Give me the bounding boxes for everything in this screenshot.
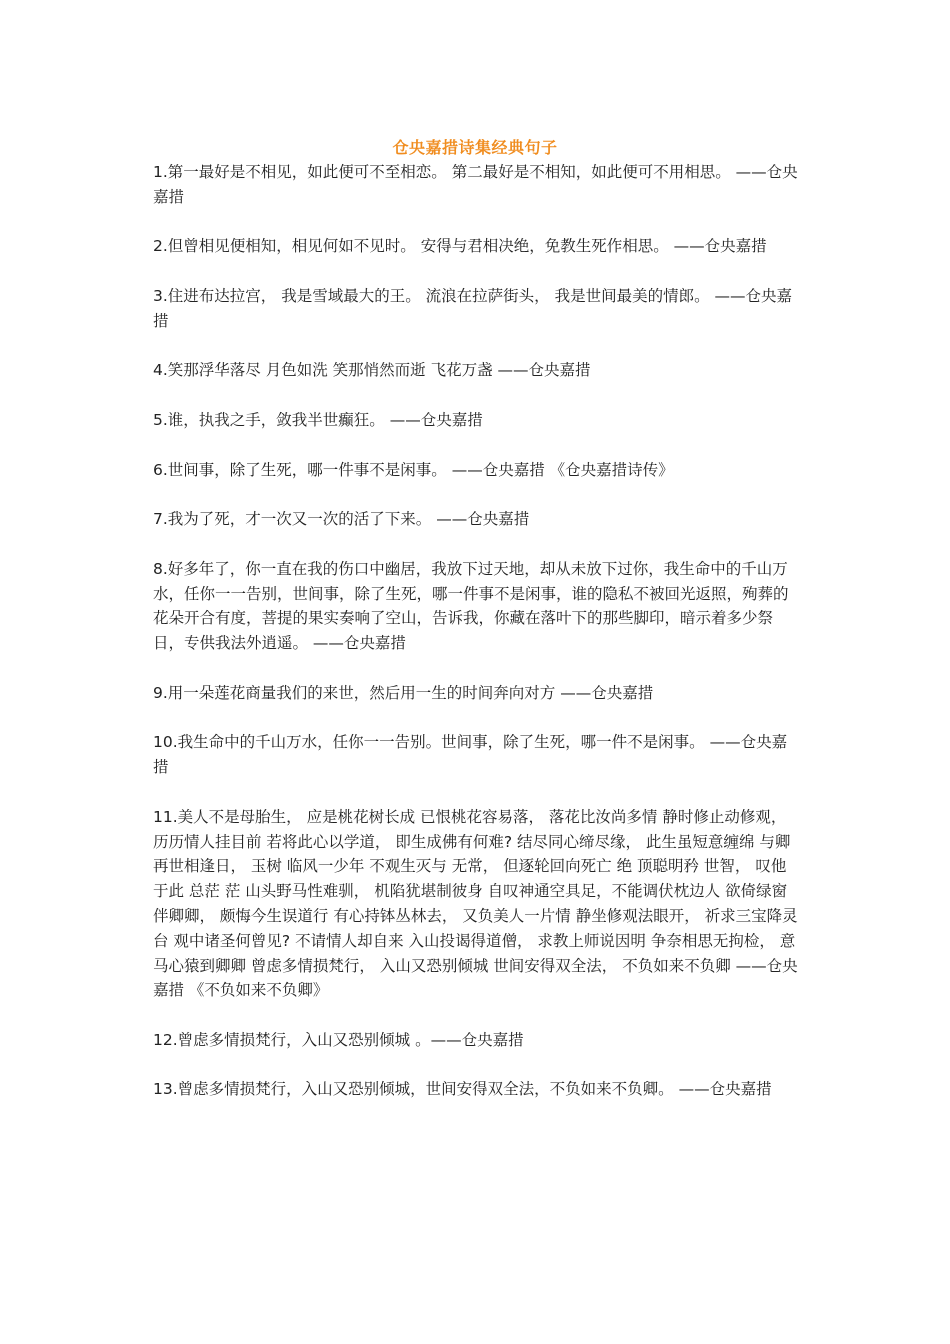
quote-entry-10: 10.我生命中的千山万水，任你一一告别。世间事，除了生死，哪一件不是闲事。 ——仓央嘉措 bbox=[153, 733, 788, 777]
quote-list bbox=[153, 160, 798, 1127]
quote-entry-5: 5.谁，执我之手，敛我半世癫狂。 ——仓央嘉措 bbox=[153, 410, 483, 429]
document-title: 仓央嘉措诗集经典句子 bbox=[392, 138, 558, 157]
quote-entry-13: 13.曾虑多情损梵行，入山又恐别倾城，世间安得双全法，不负如来不负卿。 ——仓央嘉措 bbox=[153, 1080, 772, 1099]
quote-entry-7: 7.我为了死，才一次又一次的活了下来。 ——仓央嘉措 bbox=[153, 510, 530, 529]
quote-entry-6: 6.世间事，除了生死，哪一件事不是闲事。 ——仓央嘉措 《仓央嘉措诗传》 bbox=[153, 460, 674, 479]
quote-entry-4: 4.笑那浮华落尽 月色如洗 笑那悄然而逝 飞花万盏 ——仓央嘉措 bbox=[153, 361, 591, 380]
quote-entry-1: 1.第一最好是不相见，如此便可不至相恋。 第二最好是不相知，如此便可不用相思。 ——仓央嘉措 bbox=[153, 163, 798, 206]
quote-entry-9: 9.用一朵莲花商量我们的来世，然后用一生的时间奔向对方 ——仓央嘉措 bbox=[153, 683, 654, 702]
quote-entry-2: 2.但曾相见便相知，相见何如不见时。 安得与君相决绝，免教生死作相思。 ——仓央嘉措 bbox=[153, 237, 767, 256]
quote-entry-3: 3.住进布达拉宫， 我是雪域最大的王。 流浪在拉萨街头， 我是世间最美的情郎。 ——仓央嘉措 bbox=[153, 286, 792, 330]
quote-entry-12: 12.曾虑多情损梵行，入山又恐别倾城 。——仓央嘉措 bbox=[153, 1030, 524, 1049]
quote-entry-11: 11.美人不是母胎生， 应是桃花树长成 已恨桃花容易落， 落花比汝尚多情 静时修止动修观， 历历情人挂目前 若将此心以学道， 即生成佛有何难? 结尽同心缔尽缘， 此生虽短意缠绵 与卿再世相逢日， 玉树 临风一少年 不观生灭与 无常， 但逐轮回向死亡 绝 顶聪明矜 世智， 叹他 于此 总茫 茫 山头野马性难驯， 机陷犹堪制彼身 自叹神通空具足，不能调伏枕边人 欲倚绿窗伴卿卿， 颇悔今生误道行 有心持钵丛林去， 又负美人一片情 静坐修观法眼开， 祈求三宝降灵台 观中诸圣何曾见? 不请情人却自来 入山投谒得道僧， 求教上师说因明 争奈相思无拘检， 意马心猿到卿卿 曾虑多情损梵行， 入山又恐别倾城 世间安得双全法， 不负如来不负卿 ——仓央嘉措 《不负如来不负卿》 bbox=[153, 807, 798, 1000]
quote-entry-8: 8.好多年了，你一直在我的伤口中幽居，我放下过天地，却从未放下过你，我生命中的千山万水，任你一一告别，世间事，除了生死，哪一件事不是闲事，谁的隐私不被回光返照，殉葬的花朵开合有度，菩提的果实奏响了空山，告诉我，你藏在落叶下的那些脚印，暗示着多少祭日，专供我法外逍遥。 ——仓央嘉措 bbox=[153, 559, 789, 653]
